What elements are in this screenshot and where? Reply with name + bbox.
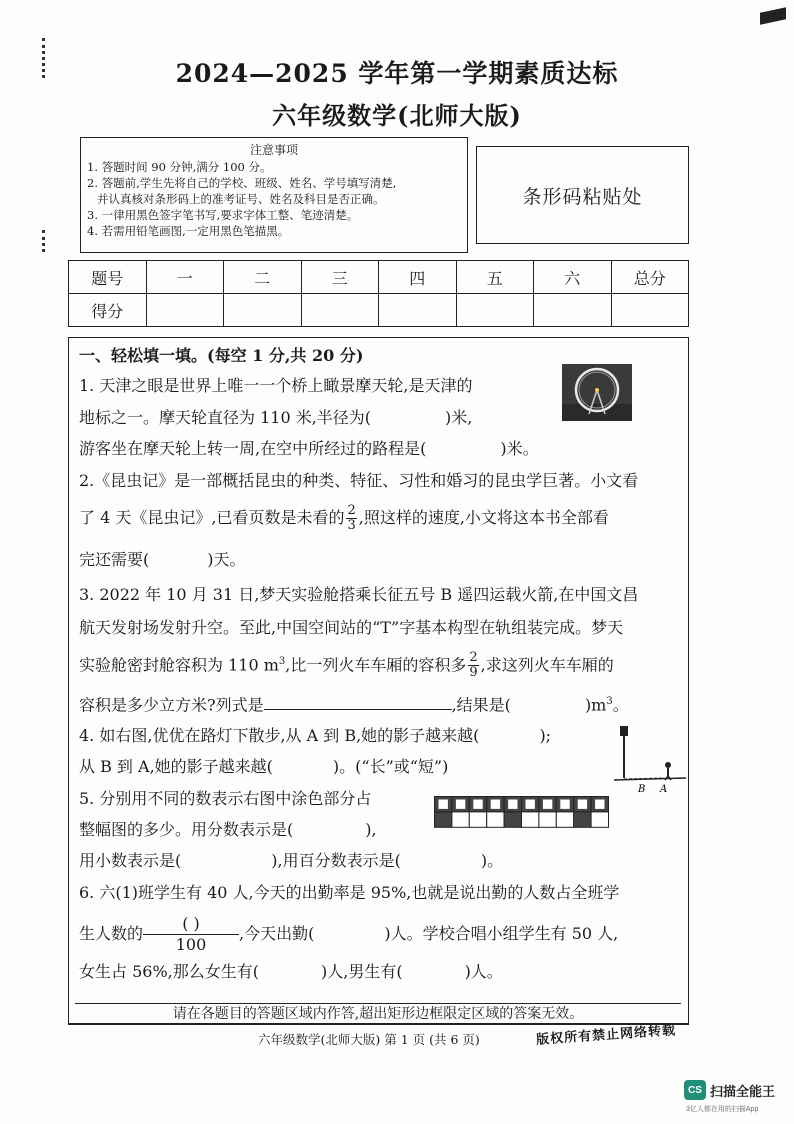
score-table <box>68 260 689 327</box>
grid-cell <box>539 812 556 827</box>
q2-text: 完还需要( <box>79 550 150 569</box>
fraction <box>468 651 478 680</box>
score-input-cell[interactable] <box>146 294 224 327</box>
q1-text: )米。 <box>500 439 539 458</box>
q5-line3 <box>79 850 503 872</box>
superscript: 3 <box>278 656 286 667</box>
q3-line3 <box>79 651 614 680</box>
fraction-numerator: 2 <box>347 503 356 518</box>
page-footer: 六年级数学(北师大版) 第 1 页 (共 6 页) <box>258 1032 480 1047</box>
q5-text: ),用百分数表示是( <box>271 851 401 870</box>
fraction-numerator[interactable]: ( ) <box>143 914 239 935</box>
q3-text: 。 <box>612 695 629 715</box>
notice-title: 注意事项 <box>249 143 298 157</box>
warning-text: 请在各题目的答题区域内作答,超出矩形边框限定区域的答案无效。 <box>75 1003 681 1023</box>
q1-line2 <box>79 407 472 429</box>
grid-cell-inner <box>508 800 517 809</box>
q2-line1: 2.《昆虫记》是一部概括昆虫的种类、特征、习性和婚习的昆虫学巨著。小文看 <box>79 471 639 490</box>
table-row <box>69 294 689 327</box>
fraction <box>143 914 239 955</box>
copyright-notice: 版权所有禁止网络转载 <box>535 1023 677 1048</box>
q5-text: 用小数表示是( <box>79 851 182 870</box>
grid-cell-inner <box>439 800 448 809</box>
q6-text: )人。学校合唱小组学生有 50 人, <box>384 924 619 943</box>
notice-item: 3. 一律用黑色签字笔书写,要求字体工整、笔迹清楚。 <box>87 208 359 222</box>
superscript: 3 <box>606 696 613 707</box>
q3-line4 <box>79 691 629 716</box>
q6-line1: 6. 六(1)班学生有 40 人,今天的出勤率是 95%,也就是说出勤的人数占全班学 <box>79 883 620 902</box>
grid-cell <box>591 812 608 827</box>
grid-cell <box>487 812 504 827</box>
q3-text: 容积是多少立方米?列式是 <box>79 695 264 715</box>
grid-cell-inner <box>560 800 569 809</box>
q5-line1: 5. 分别用不同的数表示右图中涂色部分占 <box>79 789 372 808</box>
q4-text: )。(“长”或“短”) <box>332 757 449 776</box>
street-lamp-figure <box>612 722 688 794</box>
q2-line3 <box>79 549 246 571</box>
notice-item: 并认真核对条形码上的准考证号、姓名及科目是否正确。 <box>97 192 385 206</box>
fraction-denominator: 3 <box>347 518 356 533</box>
barcode-area <box>476 146 689 244</box>
q1-line3 <box>79 438 539 460</box>
grid-cell-inner <box>473 800 482 809</box>
q4-line1 <box>79 725 551 747</box>
fraction-numerator: 2 <box>469 650 478 666</box>
notice-item: 2. 答题前,学生先将自己的学校、班级、姓名、学号填写清楚, <box>87 176 397 190</box>
grid-cell-inner <box>595 800 604 809</box>
q2-text: ,照这样的速度,小文将这本书全部看 <box>358 508 609 527</box>
table-cell: 一 <box>146 261 224 294</box>
grid-cell <box>574 812 591 827</box>
q1-text: )米, <box>445 408 473 427</box>
barcode-label: 条形码粘贴处 <box>522 185 643 208</box>
grid-cell <box>556 812 573 827</box>
formula-blank[interactable] <box>264 694 452 710</box>
q5-text: ), <box>365 820 377 839</box>
q6-text: )人,男生有( <box>320 962 403 981</box>
score-input-cell[interactable] <box>301 294 379 327</box>
q5-line2 <box>79 819 377 841</box>
table-cell: 得分 <box>69 294 147 327</box>
q5-text: )。 <box>480 851 504 870</box>
score-input-cell[interactable] <box>456 294 534 327</box>
q5-text: 整幅图的多少。用分数表示是( <box>79 820 294 839</box>
q3-line1: 3. 2022 年 10 月 31 日,梦天实验舱搭乘长征五号 B 遥四运载火箭,在中国文昌 <box>79 585 639 604</box>
page-subtitle: 六年级数学(北师大版) <box>272 101 522 130</box>
camscanner-name: 扫描全能王 <box>710 1084 776 1099</box>
q3-text: 实验舱密封舱容积为 110 m <box>79 655 279 675</box>
q4-text: ); <box>539 726 552 745</box>
q4-text: 4. 如右图,优优在路灯下散步,从 A 到 B,她的影子越来越( <box>79 726 480 745</box>
q3-text: ,结果是( <box>451 695 511 715</box>
table-cell: 二 <box>224 261 302 294</box>
q1-text: 游客坐在摩天轮上转一周,在空中所经过的路程是( <box>79 439 427 458</box>
binding-dots <box>42 230 45 252</box>
grid-cell-inner <box>526 800 535 809</box>
grid-cell <box>469 812 486 827</box>
q2-line2 <box>79 504 609 533</box>
q4-text: 从 B 到 A,她的影子越来越( <box>79 757 273 776</box>
grid-cell <box>435 812 452 827</box>
table-cell: 五 <box>456 261 534 294</box>
fraction <box>346 504 356 533</box>
grid-cell-inner <box>491 800 500 809</box>
q3-text: )m <box>584 695 607 715</box>
q2-text: )天。 <box>207 550 246 569</box>
score-input-cell[interactable] <box>224 294 302 327</box>
score-input-cell[interactable] <box>534 294 612 327</box>
table-row <box>69 261 689 294</box>
corner-mark <box>760 7 786 25</box>
camscanner-logo-icon: CS <box>684 1080 706 1100</box>
q3-text: ,比一列火车车厢的容积多 <box>285 655 467 675</box>
table-cell: 题号 <box>69 261 147 294</box>
section-heading: 一、轻松填一填。(每空 1 分,共 20 分) <box>79 346 364 365</box>
grid-cell <box>452 812 469 827</box>
table-cell: 六 <box>534 261 612 294</box>
ferris-wheel-photo <box>562 364 632 421</box>
table-cell: 三 <box>301 261 379 294</box>
camscanner-tagline: 3亿人都在用的扫描App <box>686 1106 759 1113</box>
q6-text: 生人数的 <box>79 924 144 943</box>
page-title: 2024—2025 学年第一学期素质达标 <box>175 59 619 88</box>
q1-line1: 1. 天津之眼是世界上唯一一个桥上瞰景摩天轮,是天津的 <box>79 376 473 395</box>
grid-cell-inner <box>543 800 552 809</box>
q3-line2: 航天发射场发射升空。至此,中国空间站的“T”字基本构型在轨组装完成。梦天 <box>79 618 624 637</box>
notice-item: 1. 答题时间 90 分钟,满分 100 分。 <box>87 160 272 174</box>
grid-cell <box>504 812 521 827</box>
fraction-denominator: 100 <box>175 935 207 954</box>
grid-cell-inner <box>578 800 587 809</box>
q6-text: 女生占 56%,那么女生有( <box>79 962 259 981</box>
q4-line2 <box>79 756 448 778</box>
table-cell: 四 <box>379 261 457 294</box>
lamp-icon <box>620 726 628 736</box>
grid-cell-inner <box>456 800 465 809</box>
q6-text: ,今天出勤( <box>239 924 315 943</box>
q2-text: 了 4 天《昆虫记》,已看页数是未看的 <box>79 508 345 527</box>
score-input-cell[interactable] <box>611 294 689 327</box>
grid-cell <box>522 812 539 827</box>
q6-text: )人。 <box>464 962 503 981</box>
point-b-label: B <box>638 784 646 794</box>
fraction-denominator: 9 <box>469 665 478 681</box>
score-input-cell[interactable] <box>379 294 457 327</box>
notice-item: 4. 若需用铅笔画图,一定用黑色笔描黑。 <box>87 224 290 238</box>
q3-text: ,求这列火车车厢的 <box>480 655 614 675</box>
q1-text: 地标之一。摩天轮直径为 110 米,半径为( <box>79 408 372 427</box>
q6-line3 <box>79 961 503 983</box>
table-cell: 总分 <box>611 261 689 294</box>
shaded-grid-figure <box>434 796 610 828</box>
q6-line2 <box>79 914 618 955</box>
point-a-label: A <box>660 784 668 794</box>
notice-box <box>80 137 468 253</box>
